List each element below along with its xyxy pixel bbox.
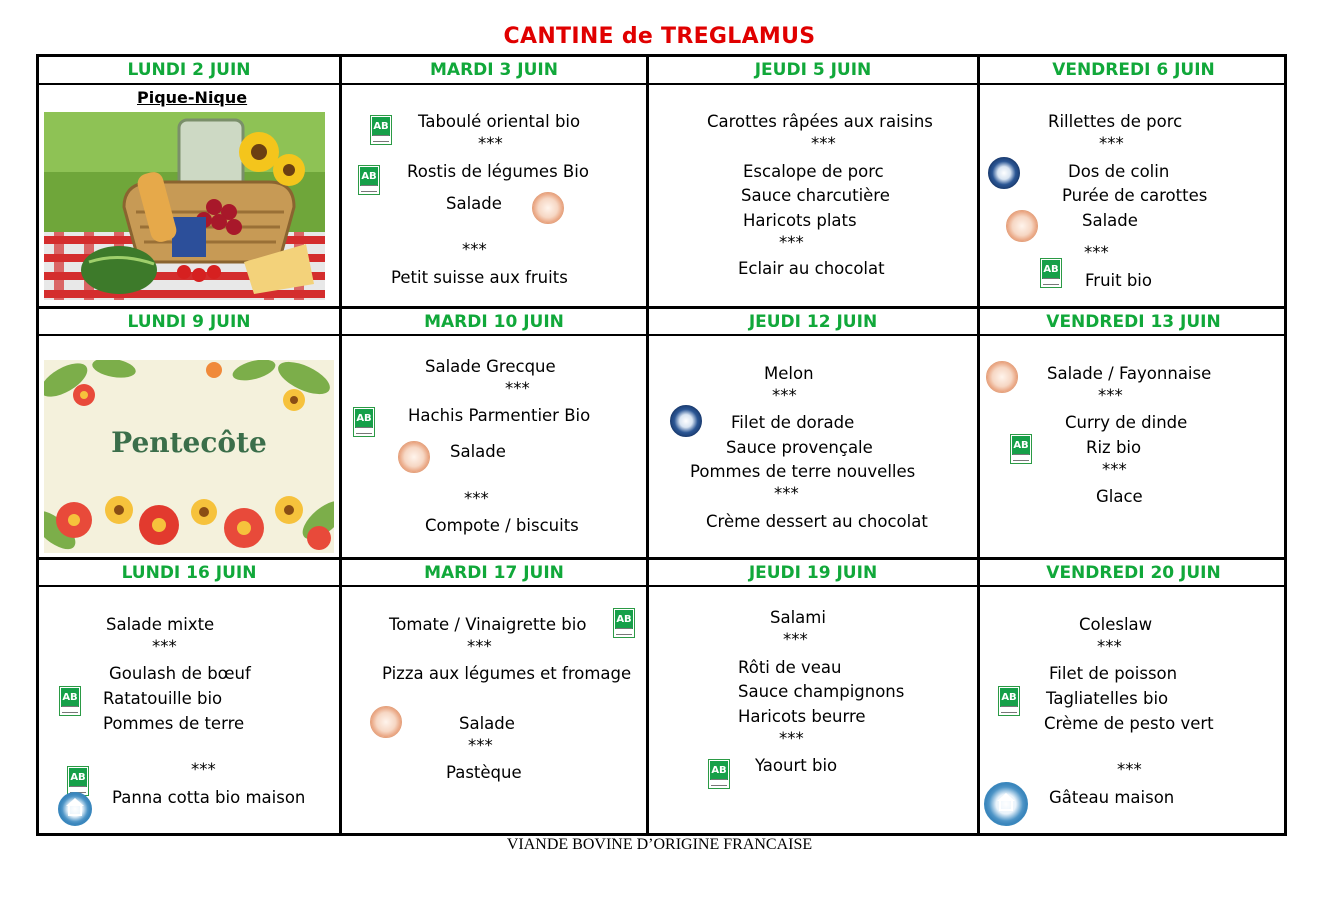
menu-item: Coleslaw — [1079, 615, 1153, 634]
organic-label-icon: AB — [1040, 258, 1062, 288]
menu-separator: *** — [1099, 134, 1124, 153]
menu-separator: *** — [779, 233, 804, 252]
menu-separator: *** — [464, 489, 489, 508]
menu-separator: *** — [1097, 637, 1122, 656]
picnic-heading: Pique-Nique — [137, 88, 248, 107]
day-header: JEUDI 19 JUIN — [748, 563, 878, 583]
menu-item: Dos de colin — [1068, 162, 1170, 181]
menu-separator: *** — [1102, 460, 1127, 479]
menu-item: Salade / Fayonnaise — [1047, 364, 1212, 383]
menu-item: Pommes de terre — [103, 714, 245, 733]
day-header: LUNDI 2 JUIN — [127, 60, 251, 80]
menu-item: Glace — [1096, 487, 1143, 506]
menu-item: Sauce provençale — [726, 438, 873, 457]
menu-item: Gâteau maison — [1049, 788, 1175, 807]
menu-item: Escalope de porc — [743, 162, 884, 181]
local-producer-seal-icon — [398, 441, 430, 473]
menu-item: Ratatouille bio — [103, 689, 223, 708]
local-producer-seal-icon — [532, 192, 564, 224]
menu-item: Salami — [770, 608, 826, 627]
day-header: MARDI 17 JUIN — [424, 563, 564, 583]
menu-item: Tagliatelles bio — [1046, 689, 1169, 708]
menu-item: Tomate / Vinaigrette bio — [389, 615, 587, 634]
day-header: MARDI 3 JUIN — [430, 60, 558, 80]
pentecost-title: Pentecôte — [111, 426, 267, 459]
menu-item: Rôti de veau — [738, 658, 842, 677]
page-title: CANTINE de TREGLAMUS — [503, 24, 816, 49]
day-header: VENDREDI 6 JUIN — [1052, 60, 1215, 80]
organic-label-icon: AB — [59, 686, 81, 716]
pentecost-illustration — [44, 360, 334, 553]
sustainable-fish-label-icon — [988, 157, 1020, 189]
menu-item: Purée de carottes — [1062, 186, 1208, 205]
menu-item: Carottes râpées aux raisins — [707, 112, 933, 131]
menu-item: Filet de dorade — [731, 413, 855, 432]
pentecost-image — [44, 360, 334, 553]
menu-item: Haricots beurre — [738, 707, 866, 726]
column-divider — [339, 57, 342, 833]
menu-item: Rostis de légumes Bio — [407, 162, 589, 181]
menu-item: Fruit bio — [1085, 271, 1152, 290]
menu-separator: *** — [1117, 760, 1142, 779]
menu-item: Yaourt bio — [755, 756, 838, 775]
menu-item: Salade — [459, 714, 515, 733]
organic-label-icon: AB — [708, 759, 730, 789]
menu-item: Panna cotta bio maison — [112, 788, 306, 807]
homemade-seal-icon — [984, 782, 1028, 826]
organic-label-icon: AB — [1010, 434, 1032, 464]
menu-item: Petit suisse aux fruits — [391, 268, 568, 287]
day-header: JEUDI 12 JUIN — [748, 312, 878, 332]
menu-item: Pastèque — [446, 763, 522, 782]
day-header: VENDREDI 20 JUIN — [1046, 563, 1221, 583]
picnic-basket-image — [44, 112, 325, 300]
menu-separator: *** — [505, 379, 530, 398]
menu-item: Filet de poisson — [1049, 664, 1178, 683]
menu-separator: *** — [478, 134, 503, 153]
local-producer-seal-icon — [1006, 210, 1038, 242]
menu-item: Rillettes de porc — [1048, 112, 1183, 131]
menu-item: Pommes de terre nouvelles — [690, 462, 916, 481]
organic-label-icon: AB — [358, 165, 380, 195]
column-divider — [646, 57, 649, 833]
menu-item: Haricots plats — [743, 211, 857, 230]
menu-separator: *** — [811, 134, 836, 153]
day-header: VENDREDI 13 JUIN — [1046, 312, 1221, 332]
menu-separator: *** — [772, 386, 797, 405]
local-producer-seal-icon — [986, 361, 1018, 393]
menu-separator: *** — [467, 637, 492, 656]
column-divider — [977, 57, 980, 833]
menu-item: Melon — [764, 364, 814, 383]
footer-note: VIANDE BOVINE D’ORIGINE FRANCAISE — [506, 836, 813, 853]
menu-item: Salade Grecque — [425, 357, 556, 376]
menu-item: Compote / biscuits — [425, 516, 579, 535]
menu-item: Salade — [1082, 211, 1138, 230]
organic-label-icon: AB — [998, 686, 1020, 716]
menu-item: Salade — [446, 194, 502, 213]
menu-separator: *** — [779, 729, 804, 748]
menu-separator: *** — [462, 240, 487, 259]
menu-item: Riz bio — [1086, 438, 1142, 457]
menu-separator: *** — [152, 637, 177, 656]
organic-label-icon: AB — [613, 608, 635, 638]
organic-label-icon: AB — [353, 407, 375, 437]
menu-item: Taboulé oriental bio — [418, 112, 581, 131]
day-header: MARDI 10 JUIN — [424, 312, 564, 332]
menu-item: Hachis Parmentier Bio — [408, 406, 591, 425]
organic-label-icon: AB — [67, 766, 89, 796]
organic-label-icon: AB — [370, 115, 392, 145]
menu-separator: *** — [191, 760, 216, 779]
menu-separator: *** — [468, 736, 493, 755]
menu-item: Crème dessert au chocolat — [706, 512, 928, 531]
menu-separator: *** — [783, 630, 808, 649]
menu-item: Sauce champignons — [738, 682, 905, 701]
menu-item: Salade mixte — [106, 615, 215, 634]
day-header: LUNDI 16 JUIN — [121, 563, 257, 583]
day-header: JEUDI 5 JUIN — [754, 60, 872, 80]
menu-item: Curry de dinde — [1065, 413, 1188, 432]
menu-item: Crème de pesto vert — [1044, 714, 1214, 733]
menu-item: Salade — [450, 442, 506, 461]
sustainable-fish-label-icon — [670, 405, 702, 437]
menu-separator: *** — [774, 484, 799, 503]
menu-separator: *** — [1098, 386, 1123, 405]
menu-item: Eclair au chocolat — [738, 259, 885, 278]
menu-item: Pizza aux légumes et fromage — [382, 664, 632, 683]
picnic-basket-photo — [44, 112, 325, 300]
homemade-seal-icon — [58, 792, 92, 826]
menu-item: Sauce charcutière — [741, 186, 890, 205]
menu-separator: *** — [1084, 243, 1109, 262]
local-producer-seal-icon — [370, 706, 402, 738]
day-header: LUNDI 9 JUIN — [127, 312, 251, 332]
row-divider — [39, 83, 1284, 85]
menu-item: Goulash de bœuf — [109, 664, 251, 683]
